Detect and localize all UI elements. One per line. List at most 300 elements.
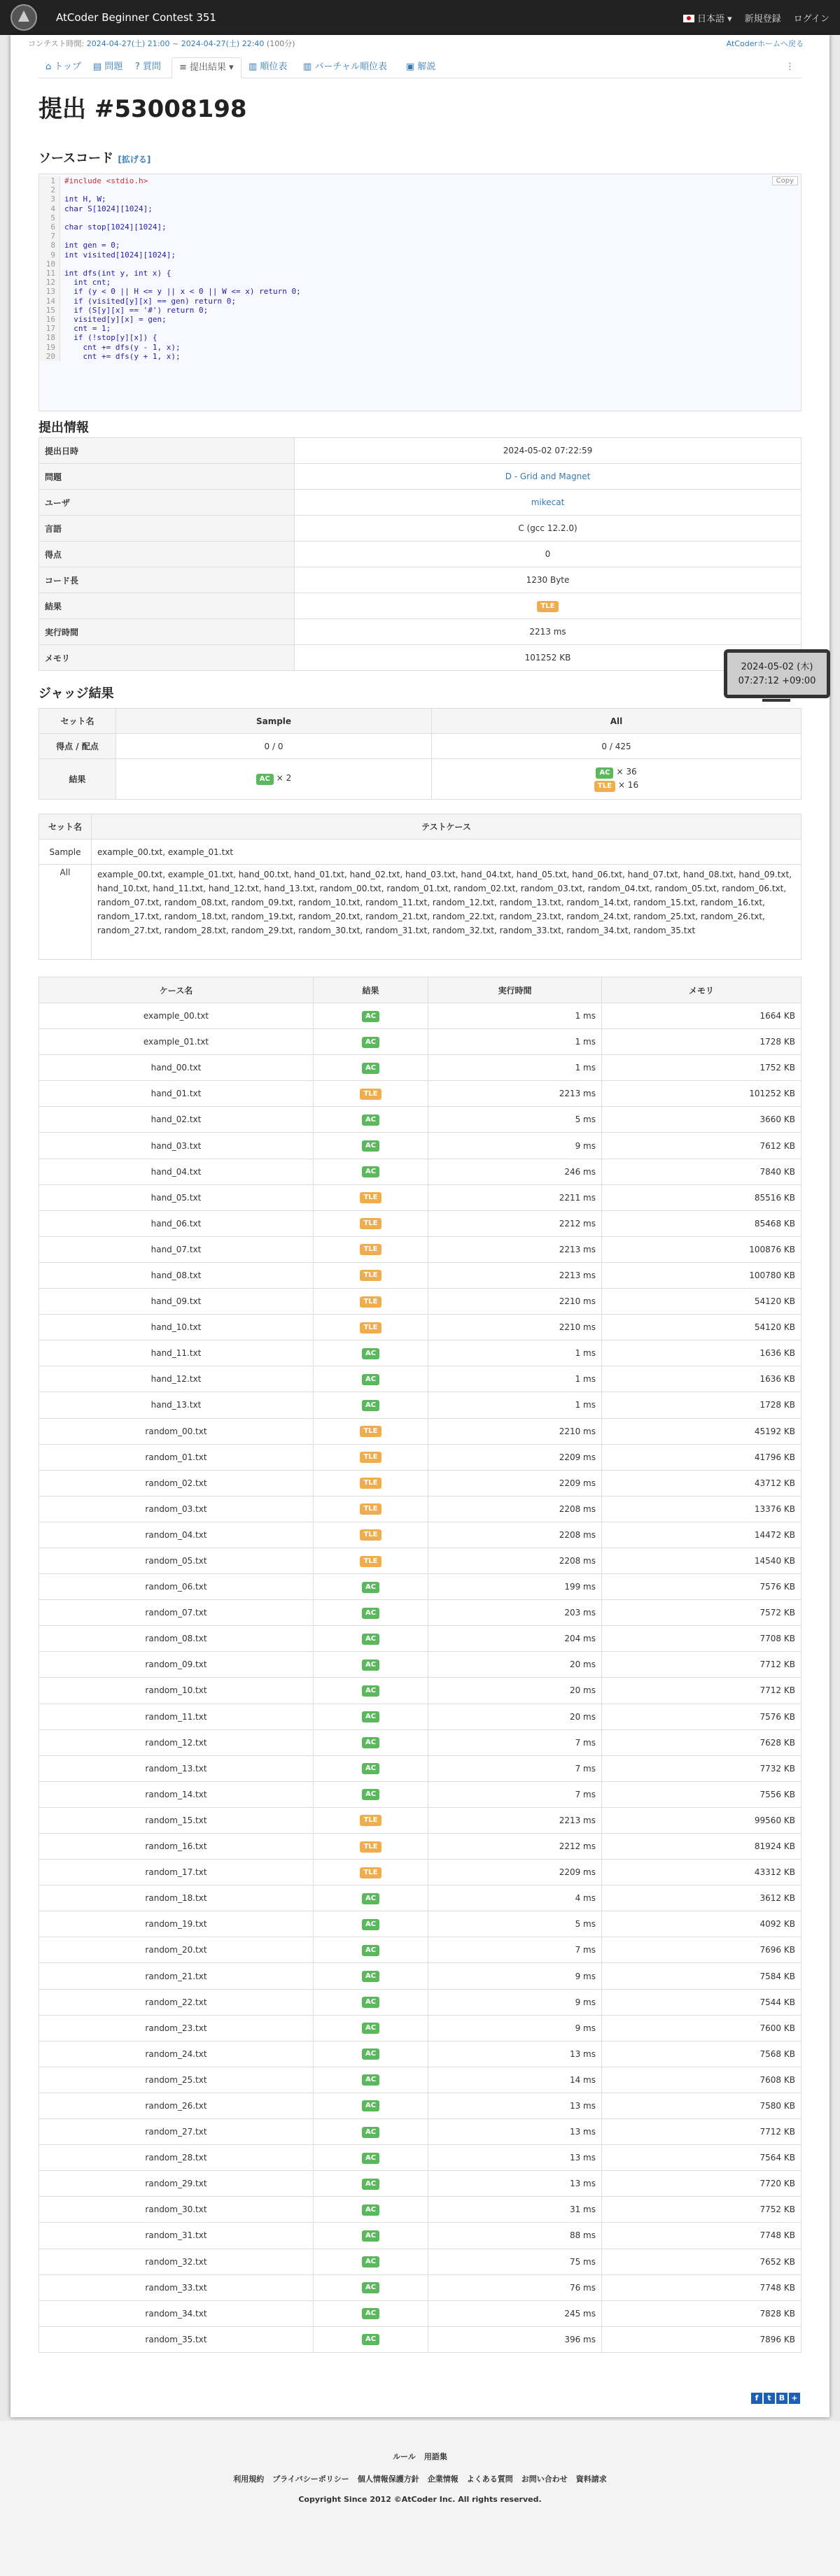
case-result xyxy=(314,1366,428,1392)
case-memory: 14472 KB xyxy=(602,1522,802,1548)
case-result xyxy=(314,2223,428,2249)
case-name: hand_00.txt xyxy=(39,1055,314,1081)
judge-header-all: All xyxy=(432,709,802,734)
case-name: random_10.txt xyxy=(39,1678,314,1704)
info-key: 問題 xyxy=(39,464,295,490)
case-memory: 7720 KB xyxy=(602,2171,802,2197)
tab-editorial[interactable]: ▣ 解説 xyxy=(406,62,436,72)
case-name: random_01.txt xyxy=(39,1444,314,1470)
code-line xyxy=(39,315,802,324)
case-memory: 1752 KB xyxy=(602,1055,802,1081)
case-memory: 7840 KB xyxy=(602,1159,802,1184)
case-name: random_32.txt xyxy=(39,2249,314,2274)
footer-link[interactable]: 用語集 xyxy=(424,2452,447,2461)
case-result xyxy=(314,1678,428,1704)
code-line xyxy=(39,204,802,213)
code-text: if (y < 0 || H <= y || x < 0 || W <= x) return 0; xyxy=(64,287,301,297)
case-result xyxy=(314,1989,428,2015)
tle-badge: TLE xyxy=(360,1478,381,1489)
line-number: 13 xyxy=(39,287,60,296)
code-text: cnt = 1; xyxy=(64,324,111,334)
footer-link[interactable]: お問い合わせ xyxy=(521,2475,568,2484)
ac-badge: AC xyxy=(362,1374,379,1385)
info-link[interactable]: D - Grid and Magnet xyxy=(505,472,591,481)
info-row xyxy=(39,490,802,516)
case-name: hand_07.txt xyxy=(39,1236,314,1262)
ac-badge: AC xyxy=(362,1634,379,1645)
source-heading: ソースコード [拡げる] xyxy=(38,151,151,166)
case-name: random_12.txt xyxy=(39,1729,314,1755)
tabs-more-icon[interactable]: ⋮ xyxy=(785,62,794,72)
line-number: 10 xyxy=(39,260,60,269)
contest-start-link[interactable]: 2024-04-27(土) 21:00 xyxy=(86,39,170,48)
ac-badge: AC xyxy=(362,1011,379,1022)
testcase-row xyxy=(39,1911,802,1937)
case-time: 1 ms xyxy=(428,1366,602,1392)
ac-badge: AC xyxy=(362,1737,379,1748)
submission-info-table xyxy=(38,437,802,671)
testcase-row xyxy=(39,1937,802,1963)
case-time: 2209 ms xyxy=(428,1444,602,1470)
case-result xyxy=(314,1340,428,1366)
case-memory: 7576 KB xyxy=(602,1704,802,1729)
case-name: hand_13.txt xyxy=(39,1392,314,1418)
testcase-row xyxy=(39,1574,802,1600)
tab-top[interactable]: ⌂ トップ xyxy=(46,62,82,72)
ac-badge: AC xyxy=(362,1037,379,1048)
tle-badge: TLE xyxy=(360,1529,381,1541)
testcase-row xyxy=(39,1963,802,1989)
ac-badge: AC xyxy=(362,1945,379,1956)
case-result xyxy=(314,1470,428,1496)
tle-badge: TLE xyxy=(360,1556,381,1567)
code-line xyxy=(39,333,802,342)
result-count: × 36 xyxy=(616,766,637,777)
case-memory: 7580 KB xyxy=(602,2093,802,2118)
case-memory: 7564 KB xyxy=(602,2145,802,2171)
case-time: 13 ms xyxy=(428,2119,602,2145)
case-result xyxy=(314,1626,428,1652)
testcase-row xyxy=(39,2171,802,2197)
line-number: 3 xyxy=(39,194,60,204)
case-name: hand_09.txt xyxy=(39,1289,314,1315)
case-memory: 7608 KB xyxy=(602,2067,802,2093)
case-memory: 1636 KB xyxy=(602,1366,802,1392)
contest-end-link[interactable]: 2024-04-27(土) 22:40 xyxy=(181,39,265,48)
code-line xyxy=(39,343,802,352)
case-result xyxy=(314,1652,428,1678)
info-row xyxy=(39,619,802,645)
testcase-row xyxy=(39,1262,802,1288)
testcases-table xyxy=(38,977,802,2353)
case-memory: 7696 KB xyxy=(602,1937,802,1963)
tle-badge: TLE xyxy=(360,1322,381,1333)
facebook-share-icon[interactable]: f xyxy=(751,2393,762,2404)
case-name: random_33.txt xyxy=(39,2274,314,2300)
ac-badge: AC xyxy=(362,1659,379,1671)
case-memory: 7712 KB xyxy=(602,1678,802,1704)
line-number: 12 xyxy=(39,278,60,287)
case-memory: 1636 KB xyxy=(602,1340,802,1366)
case-time: 2211 ms xyxy=(428,1184,602,1210)
tle-badge: TLE xyxy=(360,1296,381,1308)
case-time: 1 ms xyxy=(428,1003,602,1029)
source-code-block[interactable] xyxy=(38,174,802,411)
case-result xyxy=(314,1444,428,1470)
case-name: example_00.txt xyxy=(39,1003,314,1029)
case-time: 2209 ms xyxy=(428,1860,602,1885)
case-result xyxy=(314,2197,428,2223)
case-memory: 7544 KB xyxy=(602,1989,802,2015)
case-time: 204 ms xyxy=(428,1626,602,1652)
case-memory: 7572 KB xyxy=(602,1600,802,1626)
line-number: 6 xyxy=(39,222,60,232)
case-result xyxy=(314,1418,428,1444)
line-number: 16 xyxy=(39,315,60,324)
case-result xyxy=(314,2041,428,2067)
judge-header-sample: Sample xyxy=(116,709,432,734)
footer-link[interactable]: 企業情報 xyxy=(427,2475,458,2484)
tab-clarifications[interactable]: ? 質問 xyxy=(135,62,162,72)
case-time: 2208 ms xyxy=(428,1548,602,1573)
case-result xyxy=(314,1133,428,1159)
case-time: 7 ms xyxy=(428,1755,602,1781)
testcase-row xyxy=(39,1807,802,1833)
code-text: visited[y][x] = gen; xyxy=(64,315,167,324)
ac-badge: AC xyxy=(256,774,274,785)
case-name: random_17.txt xyxy=(39,1860,314,1885)
case-result xyxy=(314,1392,428,1418)
testcase-row xyxy=(39,1210,802,1236)
case-time: 2213 ms xyxy=(428,1081,602,1107)
testcase-row xyxy=(39,1496,802,1522)
case-time: 2210 ms xyxy=(428,1315,602,1340)
case-result xyxy=(314,1496,428,1522)
case-result xyxy=(314,1236,428,1262)
case-result xyxy=(314,2067,428,2093)
code-line xyxy=(39,176,802,185)
case-name: random_16.txt xyxy=(39,1834,314,1860)
case-name: random_04.txt xyxy=(39,1522,314,1548)
case-result xyxy=(314,2300,428,2326)
language-select[interactable]: 日本語 ▾ xyxy=(677,11,738,24)
testcase-row xyxy=(39,1885,802,1911)
case-memory: 101252 KB xyxy=(602,1081,802,1107)
code-text: cnt += dfs(y - 1, x); xyxy=(64,342,181,352)
case-result xyxy=(314,1885,428,1911)
footer-link[interactable]: 資料請求 xyxy=(575,2475,607,2484)
case-time: 2213 ms xyxy=(428,1262,602,1288)
ac-badge: AC xyxy=(362,1919,379,1930)
testcase-row xyxy=(39,1107,802,1133)
code-text: char stop[1024][1024]; xyxy=(64,222,167,232)
copy-button[interactable]: Copy xyxy=(772,176,798,185)
info-row xyxy=(39,645,802,671)
ac-badge: AC xyxy=(362,1997,379,2008)
more-share-icon[interactable]: + xyxy=(789,2393,800,2404)
tle-badge: TLE xyxy=(360,1841,381,1853)
testcase-row xyxy=(39,1392,802,1418)
case-result xyxy=(314,1159,428,1184)
case-time: 9 ms xyxy=(428,1989,602,2015)
submission-info-heading: 提出情報 xyxy=(38,420,89,435)
case-name: random_29.txt xyxy=(39,2171,314,2197)
case-name: example_01.txt xyxy=(39,1029,314,1055)
expand-code-button[interactable]: [拡げる] xyxy=(118,155,151,164)
case-memory: 100876 KB xyxy=(602,1236,802,1262)
code-line xyxy=(39,260,802,269)
case-memory: 1728 KB xyxy=(602,1392,802,1418)
tcs-header-cases: テストケース xyxy=(92,814,802,840)
ac-badge: AC xyxy=(362,2205,379,2216)
line-number: 9 xyxy=(39,250,60,260)
code-line xyxy=(39,297,802,306)
case-name: random_00.txt xyxy=(39,1418,314,1444)
case-result xyxy=(314,1210,428,1236)
testcase-sets-table xyxy=(38,814,802,960)
case-memory: 85516 KB xyxy=(602,1184,802,1210)
footer-link[interactable]: よくある質問 xyxy=(466,2475,513,2484)
tle-badge: TLE xyxy=(360,1218,381,1229)
code-text xyxy=(60,260,64,269)
case-name: random_27.txt xyxy=(39,2119,314,2145)
footer-link[interactable]: 利用規約 xyxy=(233,2475,265,2484)
line-number: 2 xyxy=(39,185,60,194)
twitter-share-icon[interactable]: t xyxy=(764,2393,775,2404)
tab-standings[interactable]: ▥ 順位表 xyxy=(248,62,288,72)
case-memory: 54120 KB xyxy=(602,1289,802,1315)
testcase-row xyxy=(39,1133,802,1159)
contest-tabs xyxy=(38,57,802,78)
case-time: 7 ms xyxy=(428,1729,602,1755)
case-result xyxy=(314,2093,428,2118)
case-time: 9 ms xyxy=(428,1963,602,1989)
line-number: 18 xyxy=(39,333,60,342)
footer-row-links xyxy=(0,2473,840,2484)
footer-link[interactable]: 個人情報保護方針 xyxy=(357,2475,419,2484)
testcase-row xyxy=(39,1003,802,1029)
case-time: 76 ms xyxy=(428,2274,602,2300)
testcase-row xyxy=(39,1704,802,1729)
code-line xyxy=(39,324,802,333)
case-result xyxy=(314,1729,428,1755)
ac-badge: AC xyxy=(362,2048,379,2060)
code-line xyxy=(39,278,802,287)
case-time: 203 ms xyxy=(428,1600,602,1626)
case-name: random_28.txt xyxy=(39,2145,314,2171)
info-text: 2213 ms xyxy=(529,627,566,637)
tcs-all-cases: example_00.txt, example_01.txt, hand_00.txt, hand_01.txt, hand_02.txt, hand_03.txt, hand_04.txt, hand_05.txt, hand_06.txt, hand_07.txt, hand_08.txt, hand_09.txt, hand_10.txt, hand_11.txt, hand_12.txt, hand_13.txt, random_00.txt, random_01.txt, random_02.txt, random_03.txt, random_04.txt, random_05.txt, random_06.txt, random_07.txt, random_08.txt, random_09.txt, random_10.txt, random_11.txt, random_12.txt, random_13.txt, random_14.txt, random_15.txt, random_16.txt, random_17.txt, random_18.txt, random_19.txt, random_20.txt, random_21.txt, random_22.txt, random_23.txt, random_24.txt, random_25.txt, random_26.txt, random_27.txt, random_28.txt, random_29.txt, random_30.txt, random_31.txt, random_32.txt, random_33.txt, random_34.txt, random_35.txt xyxy=(92,865,802,960)
case-result xyxy=(314,1807,428,1833)
case-result xyxy=(314,1184,428,1210)
case-result xyxy=(314,1262,428,1288)
info-value xyxy=(295,438,802,464)
sample-result xyxy=(116,759,432,800)
ac-badge: AC xyxy=(362,1400,379,1411)
case-name: random_26.txt xyxy=(39,2093,314,2118)
case-name: hand_08.txt xyxy=(39,1262,314,1288)
footer-link[interactable]: ルール xyxy=(393,2452,416,2461)
testcase-row xyxy=(39,1522,802,1548)
line-number: 7 xyxy=(39,232,60,241)
result-count: × 2 xyxy=(276,773,292,783)
page-title: 提出 #53008198 xyxy=(38,95,247,123)
contest-title[interactable]: AtCoder Beginner Contest 351 xyxy=(56,11,216,24)
register-link[interactable]: 新規登録 xyxy=(744,13,781,24)
case-memory: 3612 KB xyxy=(602,1885,802,1911)
tcs-sample-name: Sample xyxy=(39,840,92,865)
ac-badge: AC xyxy=(362,2256,379,2267)
case-time: 2208 ms xyxy=(428,1496,602,1522)
tle-badge: TLE xyxy=(360,1426,381,1437)
code-text: if (visited[y][x] == gen) return 0; xyxy=(64,296,237,306)
datetime-tooltip xyxy=(724,649,830,698)
testcase-row xyxy=(39,2326,802,2352)
japan-flag-icon xyxy=(683,15,694,22)
case-result xyxy=(314,1911,428,1937)
testcase-row xyxy=(39,1055,802,1081)
case-memory: 1728 KB xyxy=(602,1029,802,1055)
testcase-row xyxy=(39,2197,802,2223)
testcase-row xyxy=(39,1626,802,1652)
info-key: コード長 xyxy=(39,567,295,593)
info-text: C (gcc 12.2.0) xyxy=(518,523,578,533)
case-result xyxy=(314,2171,428,2197)
ac-badge: AC xyxy=(362,2023,379,2034)
case-time: 246 ms xyxy=(428,1159,602,1184)
case-time: 2213 ms xyxy=(428,1807,602,1833)
case-time: 20 ms xyxy=(428,1652,602,1678)
info-key: 言語 xyxy=(39,516,295,542)
case-time: 4 ms xyxy=(428,1885,602,1911)
case-name: hand_04.txt xyxy=(39,1159,314,1184)
judge-result-heading: ジャッジ結果 xyxy=(38,686,114,701)
tle-badge: TLE xyxy=(360,1503,381,1515)
code-text: int H, W; xyxy=(64,194,106,204)
footer-link[interactable]: プライバシーポリシー xyxy=(272,2475,349,2484)
all-result xyxy=(432,759,802,800)
case-time: 20 ms xyxy=(428,1678,602,1704)
case-time: 7 ms xyxy=(428,1937,602,1963)
all-score: 0 / 425 xyxy=(432,734,802,759)
case-time: 396 ms xyxy=(428,2326,602,2352)
case-time: 9 ms xyxy=(428,2015,602,2041)
testcase-row xyxy=(39,2119,802,2145)
tcs-all-name: All xyxy=(39,865,92,960)
testcase-row xyxy=(39,1989,802,2015)
info-link[interactable]: mikecat xyxy=(531,497,565,507)
case-result xyxy=(314,1289,428,1315)
info-row xyxy=(39,542,802,567)
atcoder-logo[interactable] xyxy=(7,1,41,34)
language-label: 日本語 xyxy=(696,13,724,24)
ac-badge: AC xyxy=(362,1063,379,1074)
tle-badge: TLE xyxy=(537,601,558,612)
testcase-row xyxy=(39,2093,802,2118)
testcase-row xyxy=(39,2274,802,2300)
result-count: × 16 xyxy=(617,779,639,790)
case-memory: 7568 KB xyxy=(602,2041,802,2067)
back-to-home-link[interactable]: AtCoderホームへ戻る xyxy=(726,39,804,48)
case-result xyxy=(314,1003,428,1029)
info-value xyxy=(295,542,802,567)
testcase-row xyxy=(39,1159,802,1184)
case-name: hand_11.txt xyxy=(39,1340,314,1366)
testcase-row xyxy=(39,1470,802,1496)
case-memory: 100780 KB xyxy=(602,1262,802,1288)
code-line xyxy=(39,213,802,222)
code-line xyxy=(39,194,802,204)
case-memory: 7712 KB xyxy=(602,1652,802,1678)
testcase-row xyxy=(39,1834,802,1860)
line-number: 17 xyxy=(39,324,60,333)
case-memory: 7708 KB xyxy=(602,1626,802,1652)
case-time: 1 ms xyxy=(428,1055,602,1081)
case-memory: 7748 KB xyxy=(602,2274,802,2300)
score-label: 得点 / 配点 xyxy=(39,734,116,759)
case-result xyxy=(314,1834,428,1860)
testcase-row xyxy=(39,1444,802,1470)
testcase-row xyxy=(39,2223,802,2249)
login-link[interactable]: ログイン xyxy=(793,13,830,24)
cases-header-memory: メモリ xyxy=(602,977,802,1003)
info-text: 0 xyxy=(545,549,551,559)
case-time: 88 ms xyxy=(428,2223,602,2249)
case-time: 13 ms xyxy=(428,2145,602,2171)
tab-submissions[interactable]: ≡ 提出結果 ▾ xyxy=(172,57,241,78)
ac-badge: AC xyxy=(362,1893,379,1904)
testcase-row xyxy=(39,1678,802,1704)
case-memory: 7600 KB xyxy=(602,2015,802,2041)
case-result xyxy=(314,2119,428,2145)
case-name: random_21.txt xyxy=(39,1963,314,1989)
tab-tasks[interactable]: ▤ 問題 xyxy=(93,62,123,72)
judge-summary-table xyxy=(38,708,802,800)
case-name: random_22.txt xyxy=(39,1989,314,2015)
case-result xyxy=(314,1055,428,1081)
case-time: 199 ms xyxy=(428,1574,602,1600)
case-result xyxy=(314,1963,428,1989)
case-time: 2209 ms xyxy=(428,1470,602,1496)
judge-header-set: セット名 xyxy=(39,709,116,734)
case-time: 2210 ms xyxy=(428,1418,602,1444)
case-time: 245 ms xyxy=(428,2300,602,2326)
case-name: random_08.txt xyxy=(39,1626,314,1652)
ac-badge: AC xyxy=(362,2334,379,2345)
case-memory: 14540 KB xyxy=(602,1548,802,1573)
case-name: hand_06.txt xyxy=(39,1210,314,1236)
case-result xyxy=(314,2326,428,2352)
case-name: random_23.txt xyxy=(39,2015,314,2041)
case-memory: 99560 KB xyxy=(602,1807,802,1833)
testcase-row xyxy=(39,1184,802,1210)
cases-header-result: 結果 xyxy=(314,977,428,1003)
testcase-row xyxy=(39,1729,802,1755)
testcase-row xyxy=(39,1236,802,1262)
case-time: 14 ms xyxy=(428,2067,602,2093)
tab-virtual-standings[interactable]: ▥ バーチャル順位表 xyxy=(303,62,388,72)
testcase-row xyxy=(39,2300,802,2326)
code-line xyxy=(39,241,802,250)
testcase-row xyxy=(39,1081,802,1107)
case-result xyxy=(314,2015,428,2041)
ac-badge: AC xyxy=(362,1971,379,1982)
hatena-share-icon[interactable]: B xyxy=(776,2393,788,2404)
tle-badge: TLE xyxy=(360,1452,381,1463)
case-memory: 43712 KB xyxy=(602,1470,802,1496)
case-memory: 7612 KB xyxy=(602,1133,802,1159)
case-memory: 7748 KB xyxy=(602,2223,802,2249)
